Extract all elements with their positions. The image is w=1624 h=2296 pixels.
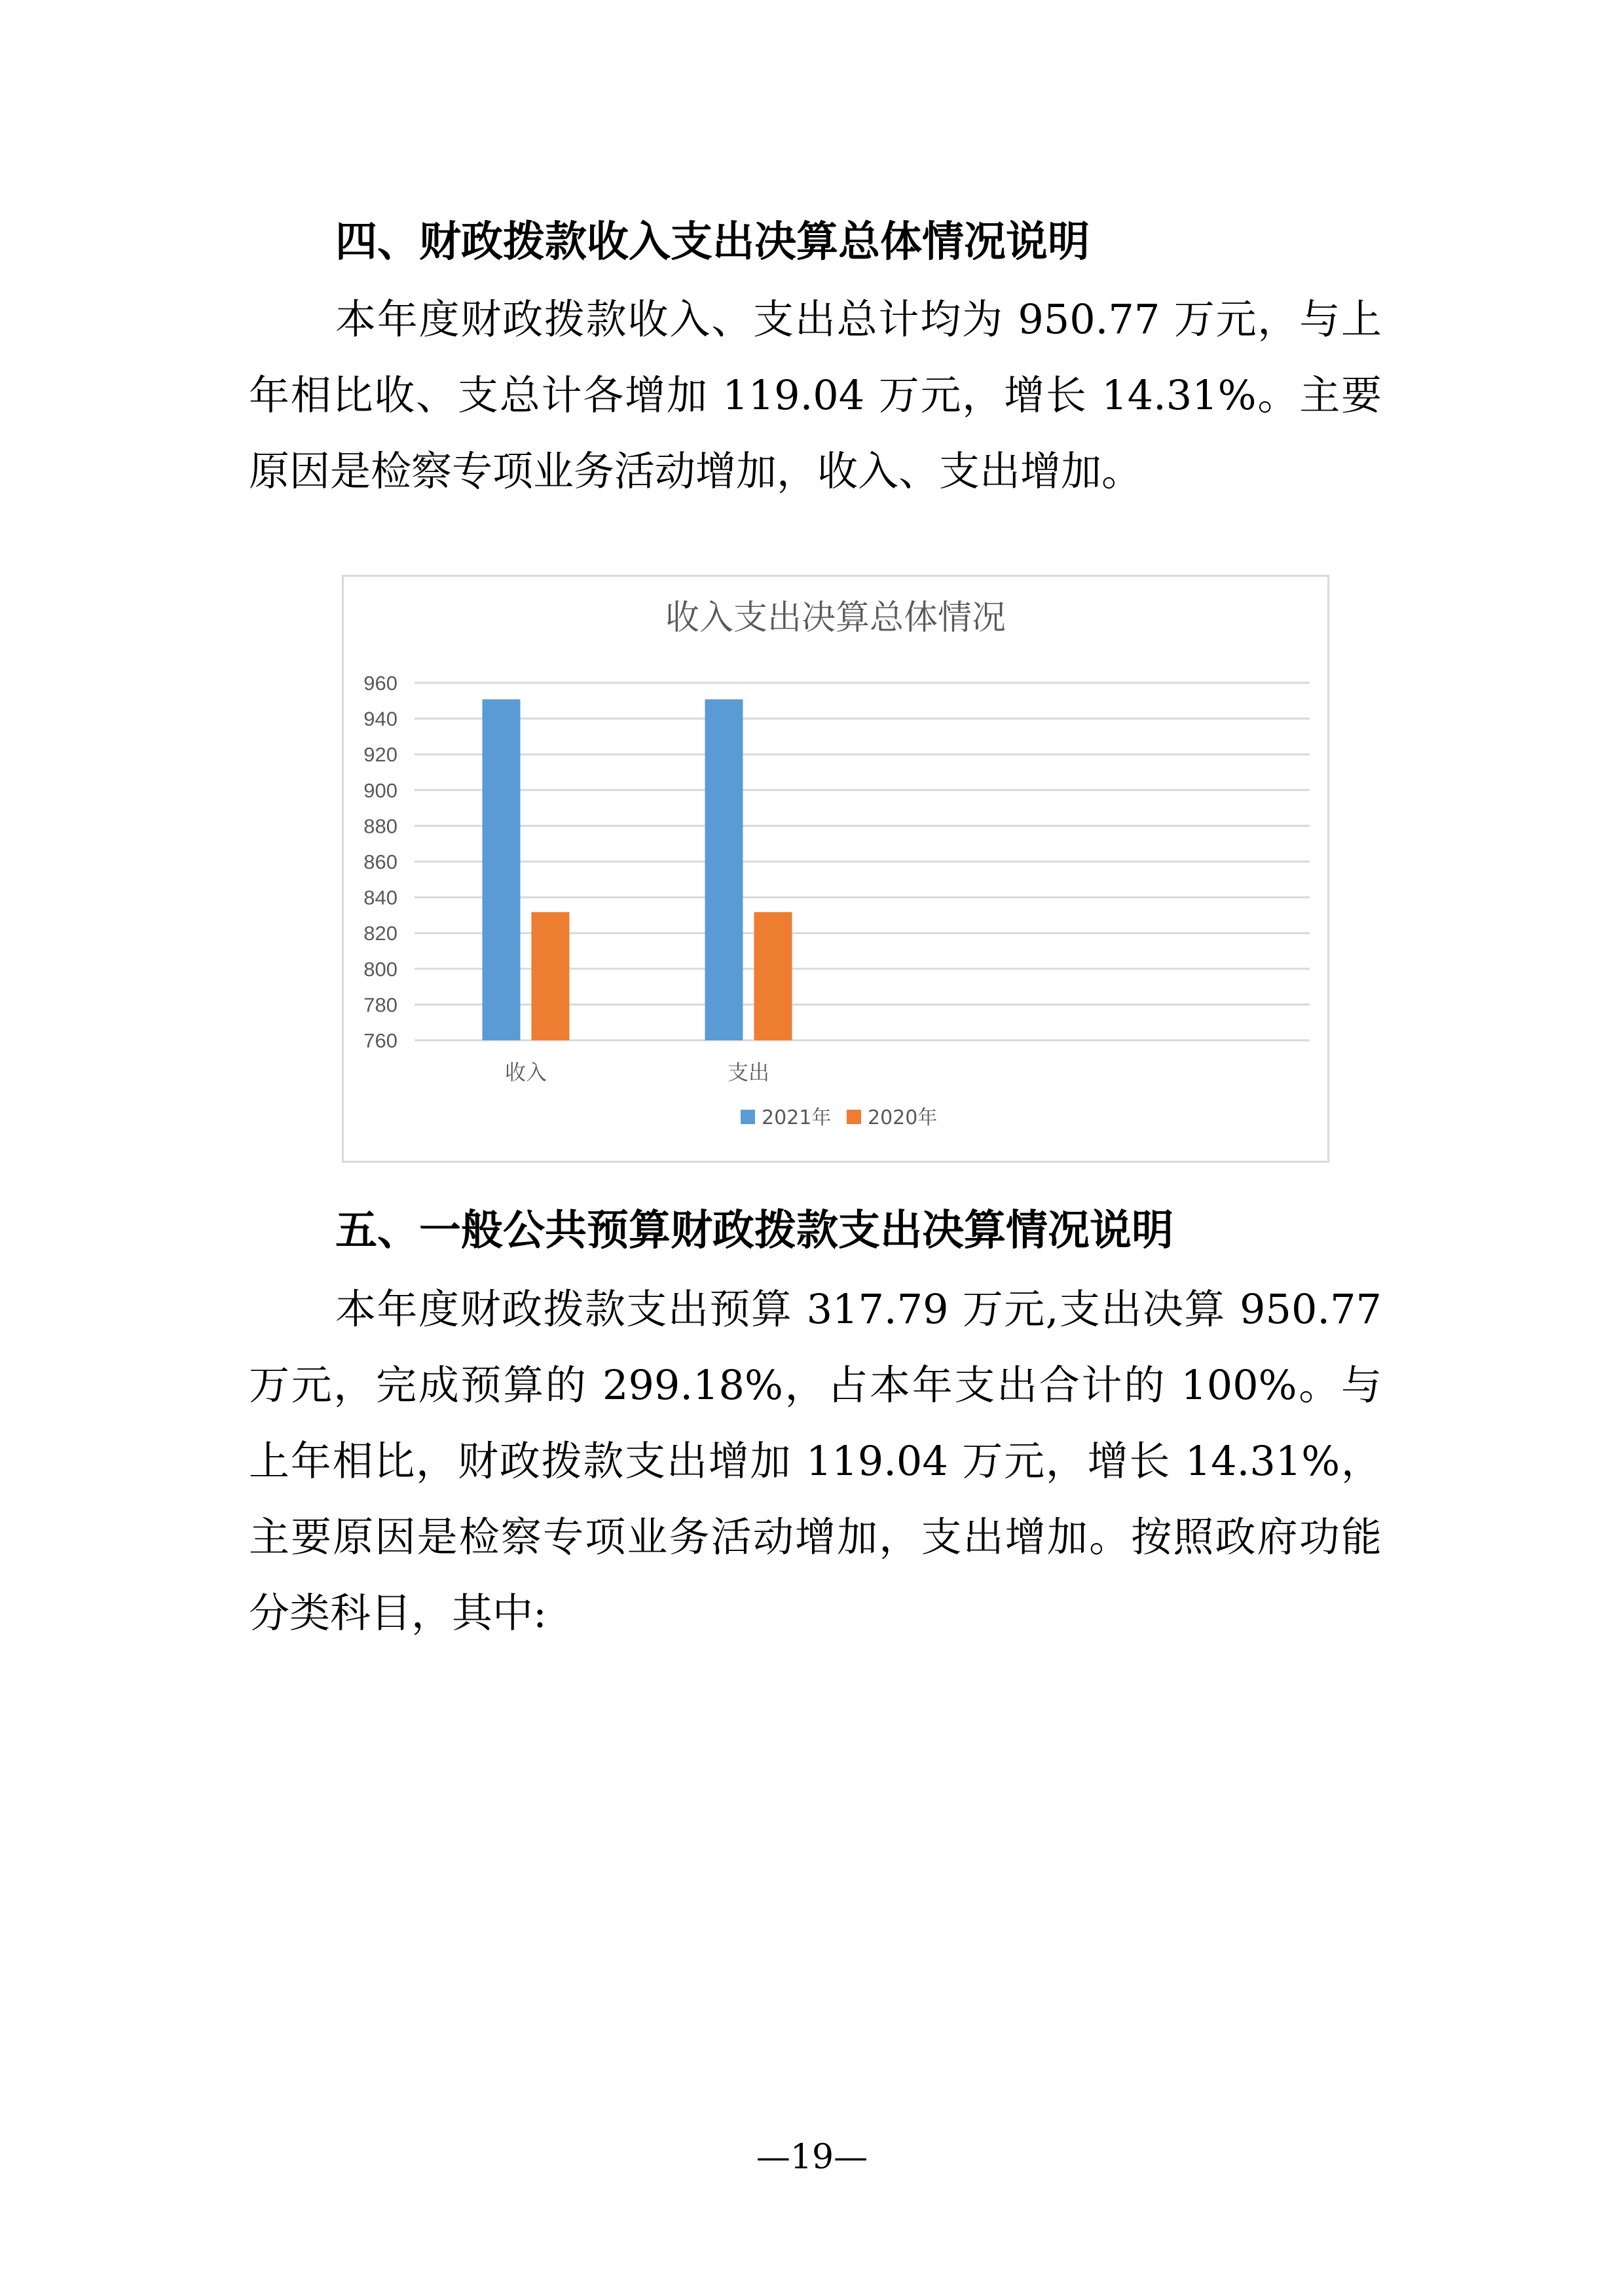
x-category-label: 收入 — [504, 1060, 547, 1085]
y-tick-label: 960 — [363, 672, 397, 695]
y-tick-label: 760 — [363, 1029, 397, 1052]
x-axis-labels — [505, 1060, 769, 1085]
legend-label: 2021年 — [762, 1106, 832, 1129]
y-tick-label: 900 — [363, 778, 397, 802]
section-5-heading: 五、一般公共预算财政拨款支出决算情况说明 — [335, 1207, 1173, 1255]
bar-2020年-收入 — [532, 912, 570, 1040]
bar-2021年-收入 — [483, 699, 521, 1040]
chart-title: 收入支出决算总体情况 — [665, 598, 1006, 638]
chart-bars — [483, 699, 792, 1040]
x-category-label: 支出 — [727, 1060, 770, 1085]
y-tick-label: 860 — [363, 850, 397, 873]
section-4-paragraph: 本年度财政拨款收入、支出总计均为 950.77 万元，与上年相比收、支总计各增加 119.04 万元，增长 14.31%。主要原因是检察专项业务活动增加，收入、支出增加。 — [249, 295, 1382, 495]
section-5-paragraph: 本年度财政拨款支出预算 317.79 万元,支出决算 950.77 万元，完成预算的 299.18%，占本年支出合计的 100%。与上年相比，财政拨款支出增加 119.04 万元，增长 14.31%，主要原因是检察专项业务活动增加，支出增加。按照政府功能分类科目，其中: — [249, 1285, 1382, 1637]
y-tick-label: 920 — [363, 743, 397, 767]
y-axis-ticks — [363, 672, 397, 1052]
y-tick-label: 880 — [363, 814, 397, 838]
chart-canvas — [344, 577, 1327, 1161]
y-tick-label: 800 — [363, 957, 397, 981]
bar-chart — [342, 575, 1329, 1163]
legend-label: 2020年 — [868, 1106, 938, 1129]
page-number: —19— — [756, 2138, 868, 2177]
bar-2021年-支出 — [705, 699, 743, 1040]
section-4-heading: 四、财政拨款收入支出决算总体情况说明 — [335, 218, 1090, 266]
legend-swatch — [847, 1110, 861, 1124]
legend-swatch — [741, 1110, 755, 1124]
y-tick-label: 780 — [363, 993, 397, 1017]
y-tick-label: 820 — [363, 922, 397, 945]
y-tick-label: 940 — [363, 707, 397, 731]
bar-2020年-支出 — [754, 912, 792, 1040]
y-tick-label: 840 — [363, 886, 397, 909]
chart-legend — [741, 1106, 937, 1129]
